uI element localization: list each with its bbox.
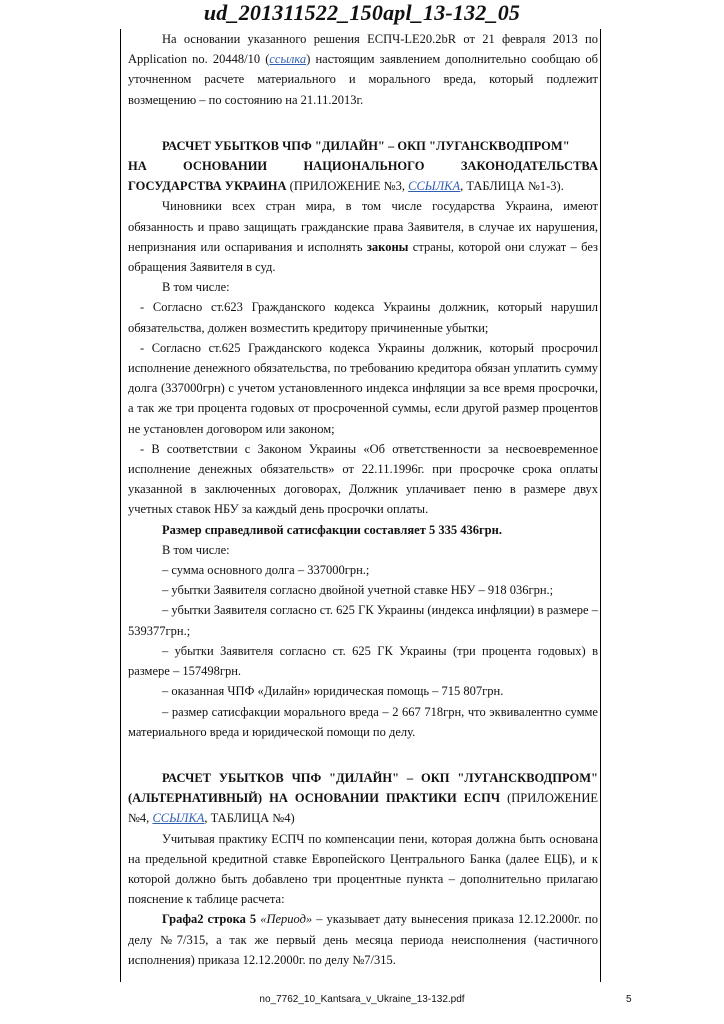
intro-link[interactable]: ссылка [269,52,307,67]
including-label: В том числе: [162,280,230,295]
heading-line-1: РАСЧЕТ УБЫТКОВ ЧПФ "ДИЛАЙН" – ОКП "ЛУГАНСКВОДПРОМ" [162,138,570,153]
period-label: «Период» [256,912,313,927]
officials-paragraph [128,196,598,277]
law-paragraph: - В соответствии с Законом Украины «Об ответственности за несвоевременное исполнение денежных обязательств» от 22.11.1996г. при просрочке срока оплаты указанной в заключенных договорах, Должник уплачивает пеню в размере двух учетных ставок НБУ за каждый день просрочки оплаты. [128,441,598,517]
item-nbu-rate-losses: – убытки Заявителя согласно двойной учетной ставке НБУ – 918 036грн.; [162,583,554,598]
intro-text-end: ) настоящим заявлением дополнительно сообщаю об уточненном расчете материального и морального вреда, который подлежит возмещению – по состоянию на 21.11.2013г. [128,52,599,107]
heading-echr-bold: РАСЧЕТ УБЫТКОВ ЧПФ "ДИЛАЙН" – ОКП "ЛУГАНСКВОДПРОМ" (АЛЬТЕРНАТИВНЫЙ) НА ОСНОВАНИИ ПРАКТИКИ ЕСПЧ [128,770,598,806]
column-explanation-paragraph [128,909,598,970]
footer-page-number: 5 [626,994,632,1005]
satisfaction-total: Размер справедливой сатисфакции составляет 5 335 436грн. [162,522,502,537]
article-623-paragraph: - Согласно ст.623 Гражданского кодекса Украины должник, который нарушил обязательства, должен возместить кредитору причиненные убытки; [128,300,598,335]
column-explanation-text: – указывает дату вынесения приказа 12.12.2000г. по делу №7/315, а так же первый день месяца периода неисполнения (частичного исполнения) приказа 12.12.2000г. по делу №7/315. [128,912,598,967]
column-label: Графа2 строка 5 [162,912,257,927]
officials-text-end: страны, которой они служат – без обращения Заявителя в суд. [128,239,598,275]
heading-line-2: НА ОСНОВАНИИ НАЦИОНАЛЬНОГО ЗАКОНОДАТЕЛЬСТВА [128,159,598,174]
appendix-3-link[interactable]: ССЫЛКА [408,179,461,194]
section-heading-national [128,136,598,156]
item-inflation-losses: – убытки Заявителя согласно ст. 625 ГК Украины (индекса инфляции) в размере – 539377грн.; [128,603,598,638]
echr-practice-paragraph: Учитывая практику ЕСПЧ по компенсации пени, которая должна быть основана на предельной кредитной ставке Европейского Центрального Банка (далее ЕЦБ), и к которой должно быть добавлено три процентные пункта – дополнительно прилагаю пояснение к таблице расчета: [128,831,598,907]
intro-text: На основании указанного решения ЕСПЧ-LE20.2bR от 21 февраля 2013 по Application no. 20448/10 ( [128,32,598,67]
heading-line-3-bold: ГОСУДАРСТВА УКРАИНА [128,179,287,194]
item-moral-damage: – размер сатисфакции морального вреда – 2 667 718грн, что эквивалентно сумме материального вреда и юридической помощи по делу. [128,704,598,739]
heading-line-3-end: , ТАБЛИЦА №1-3). [460,179,564,194]
footer-filename: no_7762_10_Kantsara_v_Ukraine_13-132.pdf [259,994,465,1005]
page-title: ud_201311522_150apl_13-132_05 [203,0,521,25]
article-625-paragraph: - Согласно ст.625 Гражданского кодекса Украины должник, который просрочил исполнение денежного обязательства, по требованию кредитора обязан уплатить сумму долга (337000грн) с учетом установленного индекса инфляции за все время просрочки, а так же три процента годовых от просроченной суммы, если другой размер процентов не установлен договором или законом; [128,340,598,436]
document-body [128,29,598,970]
section-heading-echr [128,768,598,829]
item-legal-aid: – оказанная ЧПФ «Дилайн» юридическая помощь – 715 807грн. [162,684,504,699]
heading-echr-rest: (ПРИЛОЖЕНИЕ №4, [128,791,598,826]
appendix-4-link[interactable]: ССЫЛКА [152,811,205,826]
heading-echr-end: , ТАБЛИЦА №4) [204,811,295,826]
heading-line-3-rest: (ПРИЛОЖЕНИЕ №3, [286,179,409,194]
item-three-percent-losses: – убытки Заявителя согласно ст. 625 ГК Украины (три процента годовых) в размере – 157498грн. [128,643,598,679]
intro-paragraph [128,29,598,110]
heading-line-3 [128,176,598,196]
including-label-2: В том числе: [162,542,230,557]
laws-word: законы [366,239,409,254]
item-principal-debt: – сумма основного долга – 337000грн.; [162,563,370,578]
officials-text: Чиновники всех стран мира, в том числе государства Украина, имеют обязанность и право защищать гражданские права Заявителя, в случае их нарушения, непризнания или оспаривания и исполнять [128,199,598,254]
